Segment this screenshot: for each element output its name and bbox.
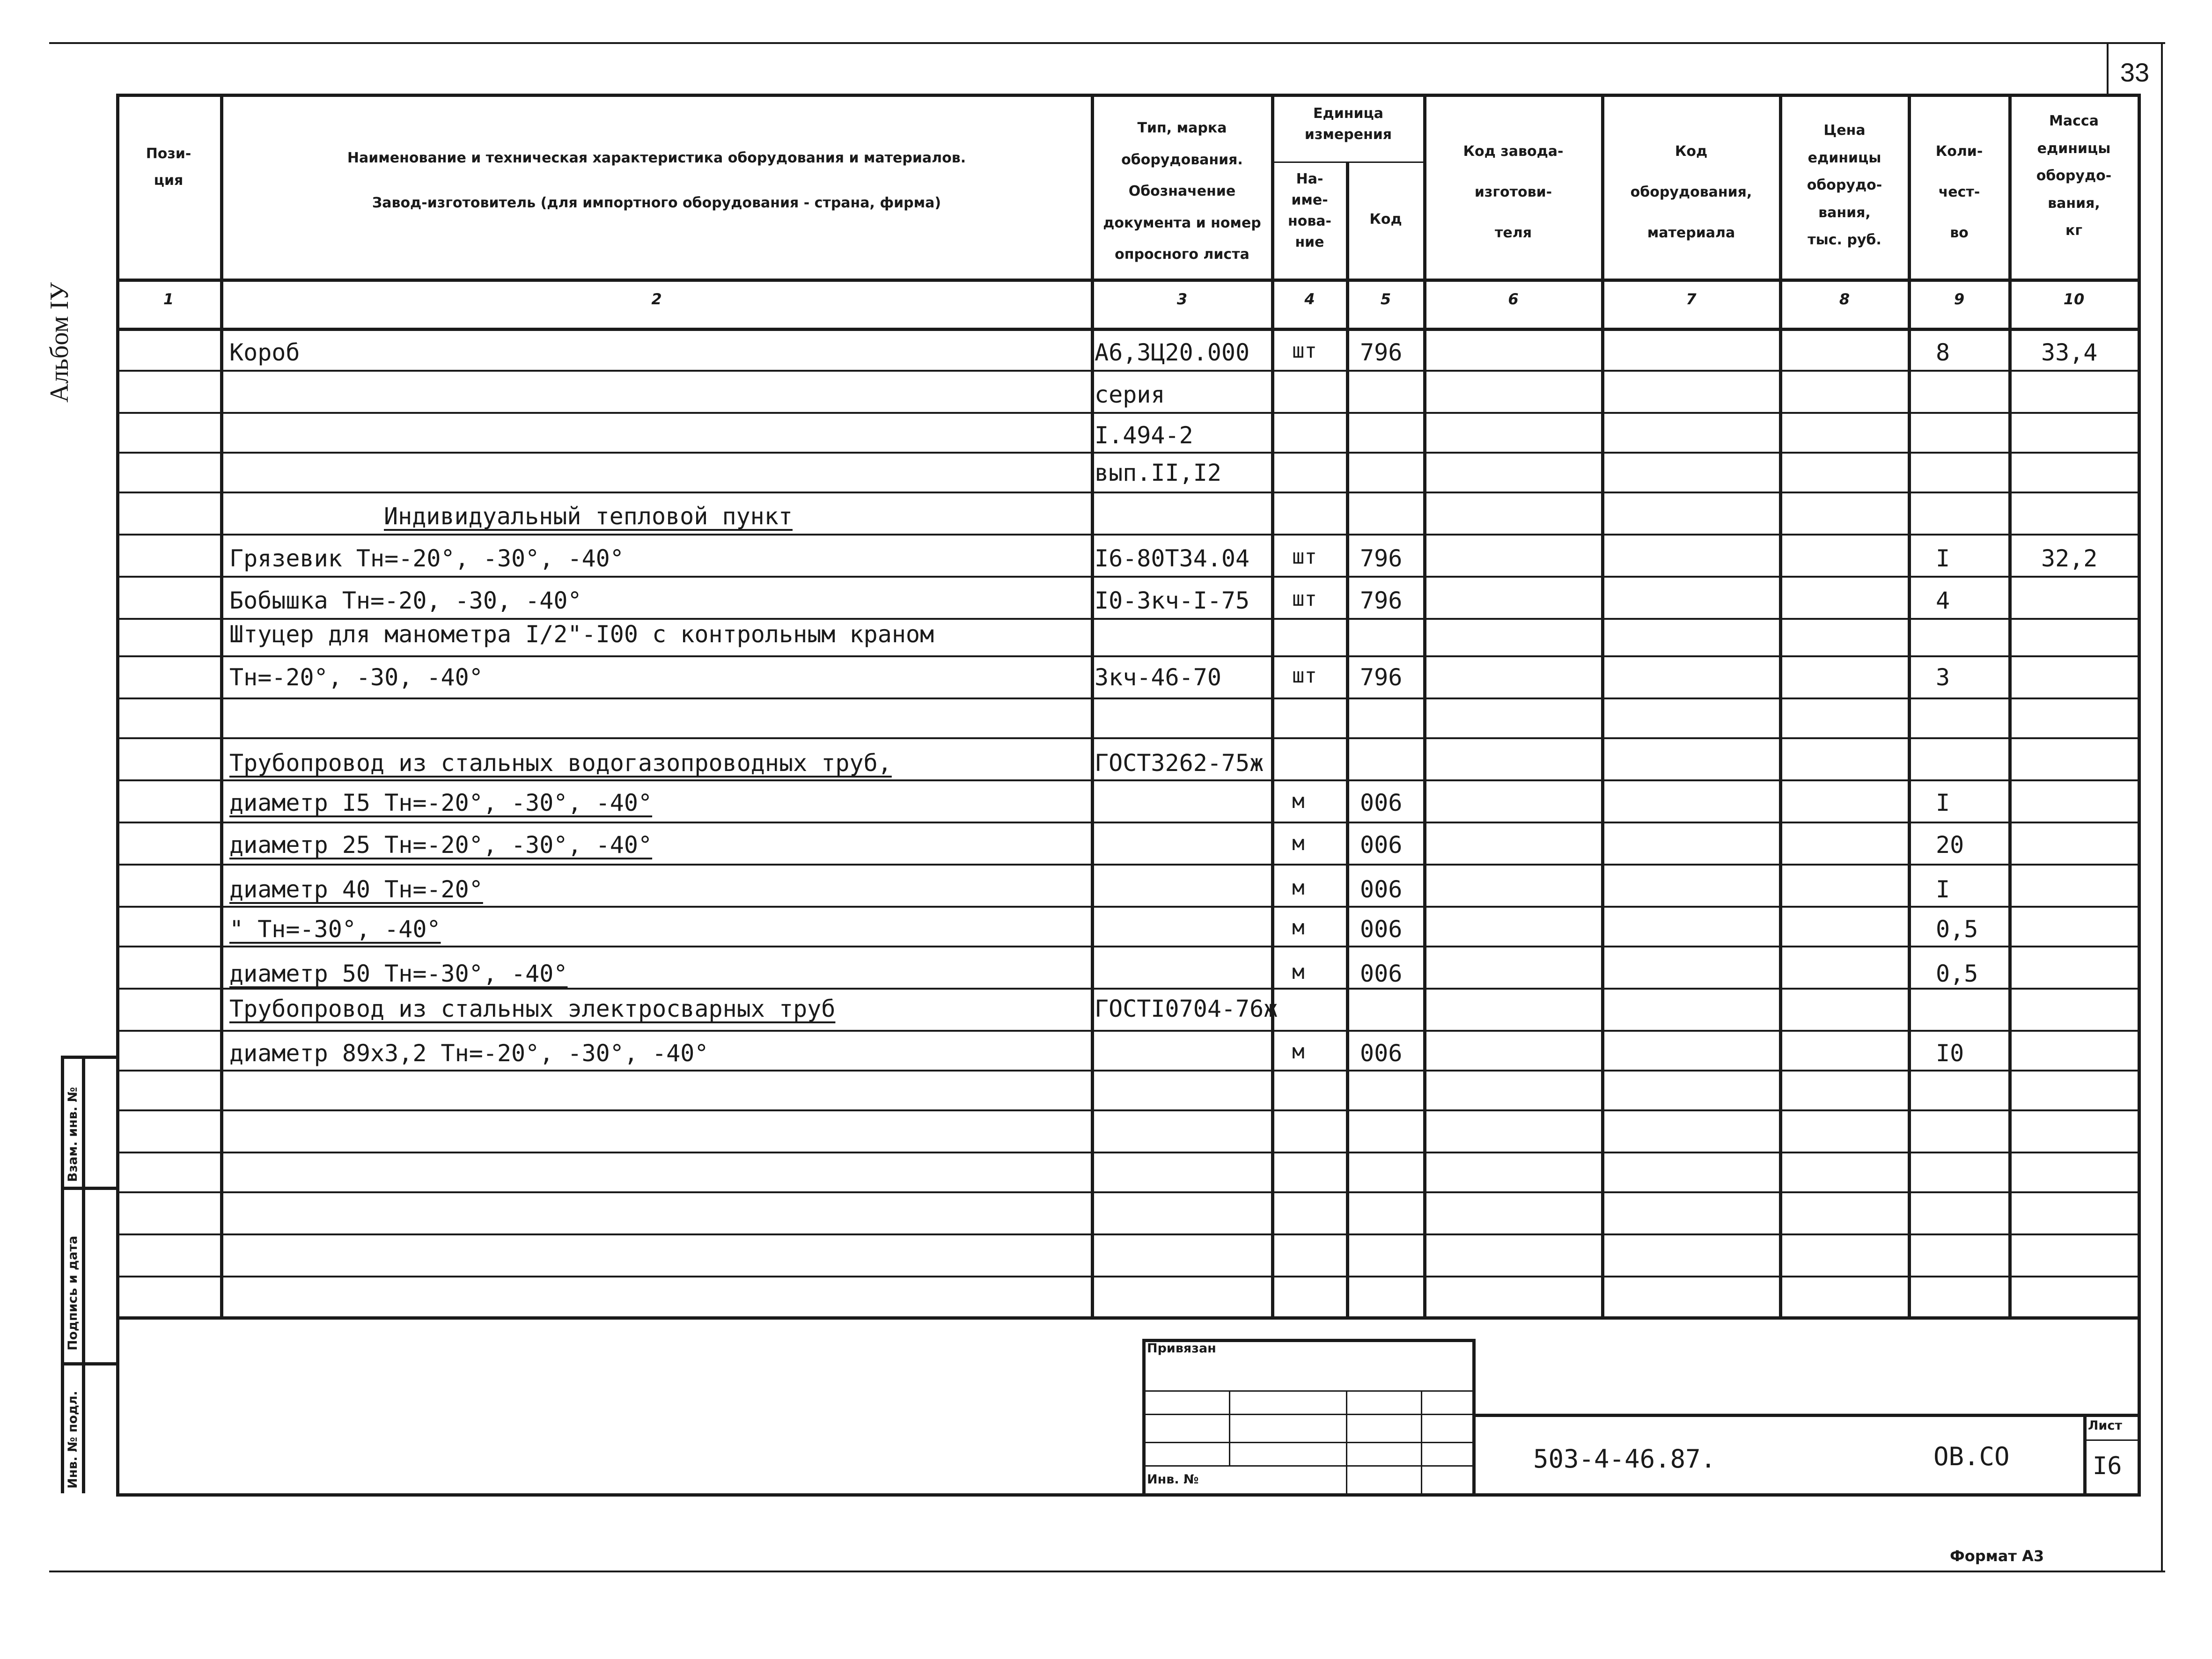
row-name: диаметр 25 Тн=-20°, -30°, -40° bbox=[229, 831, 653, 859]
stamp-col-2 bbox=[1346, 1390, 1347, 1493]
header-position: Пози- ция bbox=[146, 146, 191, 189]
row-type: I0-3кч-I-75 bbox=[1095, 587, 1250, 614]
page-number: 33 bbox=[2120, 58, 2150, 87]
colnum-2: 2 bbox=[651, 290, 662, 308]
row-qty: I bbox=[1936, 876, 1950, 903]
row-code: 006 bbox=[1360, 789, 1403, 816]
row-unit: шт bbox=[1292, 664, 1317, 688]
row-name: Индивидуальный тепловой пункт bbox=[384, 503, 793, 530]
col-line-7 bbox=[1779, 94, 1782, 1318]
row-line bbox=[116, 492, 2139, 493]
stamp-col-3 bbox=[1421, 1390, 1422, 1493]
col-line-6 bbox=[1601, 94, 1604, 1318]
row-type: А6,3Ц20.000 bbox=[1095, 339, 1250, 366]
row-type: ГОСТ3262-75ж bbox=[1095, 749, 1264, 777]
header-mass: Масса единицы оборудо- вания, кг bbox=[2036, 113, 2112, 239]
colnum-5: 5 bbox=[1380, 290, 1391, 308]
right-border-line bbox=[2161, 42, 2163, 1571]
row-line bbox=[116, 1070, 2139, 1072]
row-code: 796 bbox=[1360, 664, 1403, 691]
row-name: Грязевик Тн=-20°, -30°, -40° bbox=[229, 545, 624, 572]
header-name: Наименование и техническая характеристика оборудования и материалов. Завод-изготовитель (для импортного оборудования - страна, фирма) bbox=[347, 150, 966, 211]
col-line-8 bbox=[1908, 94, 1911, 1318]
row-line bbox=[116, 1276, 2139, 1277]
col-line-1 bbox=[220, 94, 223, 1318]
row-line bbox=[116, 1191, 2139, 1193]
stamp-left-line bbox=[1142, 1339, 1146, 1493]
row-name: Штуцер для манометра I/2"-I00 с контрольным краном bbox=[229, 621, 934, 648]
stamp-row-3 bbox=[1142, 1442, 1472, 1443]
stamp-inv-no: Инв. № bbox=[1147, 1472, 1199, 1487]
colnum-3: 3 bbox=[1176, 290, 1188, 308]
top-border-line bbox=[49, 42, 2165, 44]
row-code: 006 bbox=[1360, 1040, 1403, 1067]
row-name: Бобышка Тн=-20, -30, -40° bbox=[229, 587, 582, 614]
row-unit: шт bbox=[1292, 545, 1317, 569]
colnum-7: 7 bbox=[1686, 290, 1697, 308]
row-type: 3кч-46-70 bbox=[1095, 664, 1221, 691]
row-type: I.494-2 bbox=[1095, 422, 1193, 449]
sheet-box-left bbox=[2083, 1414, 2087, 1493]
row-unit: м bbox=[1292, 960, 1305, 984]
stamp-code-line bbox=[1472, 1414, 2139, 1417]
left-stamp-podpis: Подпись и дата bbox=[66, 1235, 80, 1351]
row-unit: м bbox=[1292, 831, 1305, 855]
row-line bbox=[116, 1233, 2139, 1235]
row-type: серия bbox=[1095, 381, 1165, 408]
row-name: диаметр 40 Тн=-20° bbox=[229, 876, 483, 903]
row-line bbox=[116, 576, 2139, 578]
sheet-label: Лист bbox=[2088, 1418, 2122, 1433]
colnum-8: 8 bbox=[1839, 290, 1850, 308]
row-qty: 0,5 bbox=[1936, 916, 1978, 943]
row-code: 796 bbox=[1360, 545, 1403, 572]
stamp-col-1 bbox=[1229, 1390, 1230, 1465]
album-label: Альбом IУ bbox=[45, 282, 74, 403]
table-right-line bbox=[2138, 94, 2141, 1496]
row-name: диаметр 89х3,2 Тн=-20°, -30°, -40° bbox=[229, 1040, 709, 1067]
row-mass: 32,2 bbox=[2041, 545, 2098, 572]
header-plant-code: Код завода- изготови- теля bbox=[1463, 143, 1564, 241]
row-line bbox=[116, 452, 2139, 454]
header-type: Тип, марка оборудования. Обозначение документа и номер опросного листа bbox=[1103, 120, 1261, 263]
header-unit-name: На- име- нова- ние bbox=[1287, 171, 1332, 250]
row-qty: 3 bbox=[1936, 664, 1950, 691]
stamp-privyazan: Привязан bbox=[1147, 1341, 1216, 1356]
row-code: 006 bbox=[1360, 916, 1403, 943]
row-name: Трубопровод из стальных электросварных труб bbox=[229, 995, 836, 1022]
row-type: ГОСТI0704-76ж bbox=[1095, 995, 1278, 1022]
row-code: 006 bbox=[1360, 960, 1403, 987]
row-line bbox=[116, 412, 2139, 414]
colnum-bottom-line bbox=[116, 328, 2141, 331]
row-line bbox=[116, 1152, 2139, 1153]
sheet-box-sep bbox=[2083, 1439, 2139, 1441]
left-stamp-inv: Инв. № подл. bbox=[66, 1391, 80, 1489]
left-stamp-top bbox=[61, 1056, 117, 1059]
row-code: 006 bbox=[1360, 831, 1403, 859]
row-type: вып.II,I2 bbox=[1095, 459, 1221, 486]
document-code: 503-4-46.87. bbox=[1533, 1444, 1716, 1474]
row-name: Тн=-20°, -30, -40° bbox=[229, 664, 483, 691]
header-unit-group: Единица измерения bbox=[1304, 105, 1392, 143]
left-stamp-line-outer bbox=[61, 1056, 64, 1493]
row-qty: I0 bbox=[1936, 1040, 1964, 1067]
table-top-line bbox=[116, 94, 2141, 97]
bottom-border-line bbox=[49, 1571, 2165, 1572]
row-name: Трубопровод из стальных водогазопроводных труб, bbox=[229, 749, 892, 777]
page-number-box-left bbox=[2107, 42, 2109, 94]
col-line-4 bbox=[1346, 161, 1349, 1318]
row-qty: 20 bbox=[1936, 831, 1964, 859]
row-qty: 4 bbox=[1936, 587, 1950, 614]
body-bottom-line bbox=[116, 1316, 2141, 1320]
row-code: 796 bbox=[1360, 587, 1403, 614]
row-line bbox=[116, 534, 2139, 536]
colnum-9: 9 bbox=[1954, 290, 1965, 308]
col-line-2 bbox=[1091, 94, 1094, 1318]
row-unit: м bbox=[1292, 789, 1305, 813]
row-name: диаметр I5 Тн=-20°, -30°, -40° bbox=[229, 789, 653, 816]
row-qty: 8 bbox=[1936, 339, 1950, 366]
table-bottom-line bbox=[116, 1493, 2141, 1497]
row-unit: шт bbox=[1292, 339, 1317, 363]
row-line bbox=[116, 737, 2139, 739]
left-stamp-sep-1 bbox=[61, 1187, 117, 1190]
row-line bbox=[116, 1109, 2139, 1111]
row-name: " Тн=-30°, -40° bbox=[229, 916, 441, 943]
sheet-number: I6 bbox=[2093, 1452, 2122, 1480]
colnum-6: 6 bbox=[1508, 290, 1519, 308]
row-qty: I bbox=[1936, 789, 1950, 816]
row-line bbox=[116, 655, 2139, 657]
row-qty: I bbox=[1936, 545, 1950, 572]
row-unit: м bbox=[1292, 1040, 1305, 1064]
col-line-3 bbox=[1271, 94, 1274, 1318]
row-line bbox=[116, 822, 2139, 823]
row-mass: 33,4 bbox=[2041, 339, 2098, 366]
header-unit-code: Код bbox=[1369, 211, 1402, 228]
row-unit: шт bbox=[1292, 587, 1317, 611]
col-line-5 bbox=[1423, 94, 1426, 1318]
col-line-9 bbox=[2008, 94, 2012, 1318]
row-line bbox=[116, 906, 2139, 908]
colnum-1: 1 bbox=[163, 290, 174, 308]
stamp-row-2 bbox=[1142, 1414, 1472, 1415]
row-line bbox=[116, 618, 2139, 620]
row-type: I6-80Т34.04 bbox=[1095, 545, 1250, 572]
row-code: 006 bbox=[1360, 876, 1403, 903]
row-line bbox=[116, 370, 2139, 372]
stamp-row-1 bbox=[1142, 1390, 1472, 1392]
stamp-row-4 bbox=[1142, 1465, 1472, 1467]
colnum-4: 4 bbox=[1304, 290, 1315, 308]
section-code: ОВ.СО bbox=[1933, 1442, 2010, 1471]
header-equipment-code: Код оборудования, материала bbox=[1630, 143, 1752, 241]
row-qty: 0,5 bbox=[1936, 960, 1978, 987]
row-unit: м bbox=[1292, 876, 1305, 900]
header-quantity: Коли- чест- во bbox=[1935, 143, 1983, 241]
header-bottom-line bbox=[116, 279, 2141, 282]
header-price: Цена единицы оборудо- вания, тыс. руб. bbox=[1807, 122, 1882, 248]
row-line bbox=[116, 779, 2139, 781]
colnum-10: 10 bbox=[2063, 290, 2085, 308]
row-line bbox=[116, 864, 2139, 866]
row-line bbox=[116, 946, 2139, 947]
row-code: 796 bbox=[1360, 339, 1403, 366]
left-stamp-sep-2 bbox=[61, 1362, 117, 1365]
left-stamp-line-inner bbox=[82, 1056, 85, 1493]
row-name: Короб bbox=[229, 339, 300, 366]
left-stamp-vzam: Взам. инв. № bbox=[66, 1086, 80, 1182]
row-line bbox=[116, 988, 2139, 990]
format-label: Формат А3 bbox=[1950, 1547, 2044, 1565]
row-line bbox=[116, 1030, 2139, 1032]
row-line bbox=[116, 697, 2139, 699]
row-name: диаметр 50 Тн=-30°, -40° bbox=[229, 960, 568, 987]
row-unit: м bbox=[1292, 916, 1305, 940]
